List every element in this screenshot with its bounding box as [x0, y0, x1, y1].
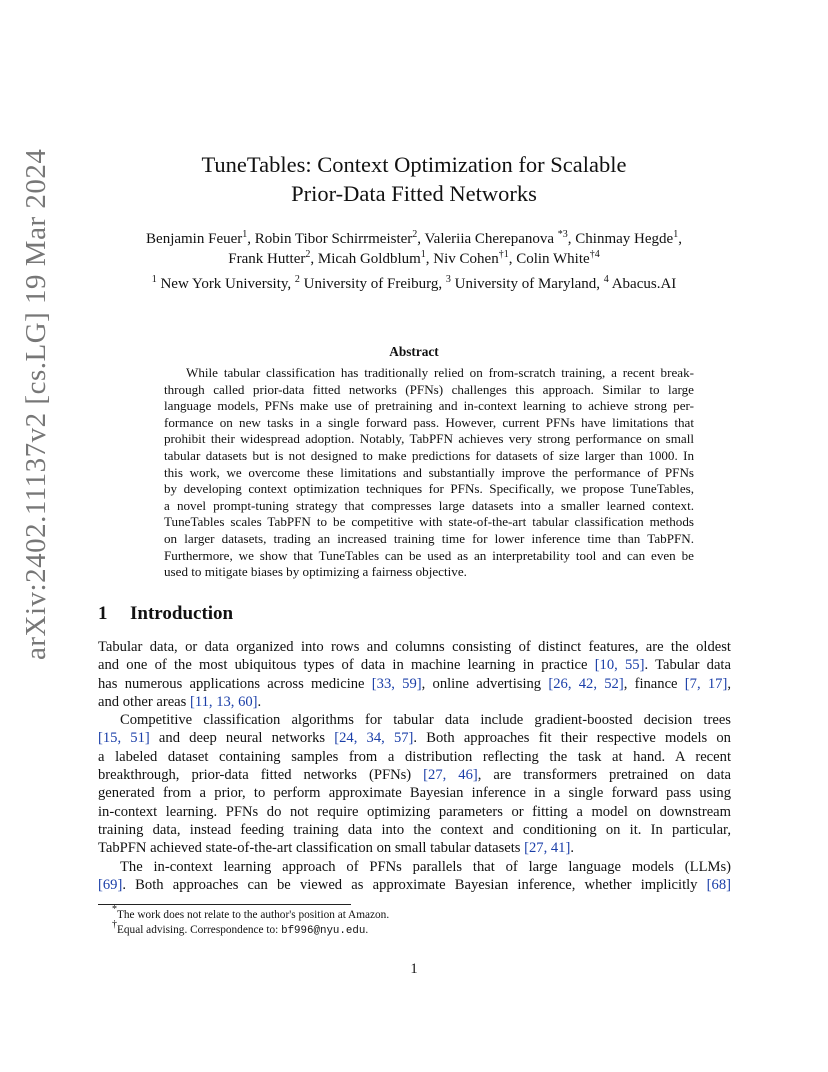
author-separator: ,	[417, 231, 425, 247]
author-separator: ,	[425, 251, 434, 267]
author-name: Chinmay Hegde	[575, 231, 674, 247]
affiliation-name: University of Maryland,	[450, 276, 604, 292]
body-line: generated from a prior, to perform approximate Bayesian inference in a single forward pass using	[98, 785, 731, 802]
body-line: training data, instead feeding training data into the context and conditioning on it. In particular,	[98, 821, 731, 838]
affiliation-mark: 3	[445, 274, 451, 285]
section-heading-introduction	[98, 603, 233, 625]
author-name: Robin Tibor Schirrmeister	[254, 231, 413, 247]
text-run: . Both approaches can be viewed as approximate Bayesian inference, whether implicitly	[122, 876, 707, 893]
abstract-line: through called prior-data fitted networks (PFNs) challenges this approach. Similar to large	[164, 381, 694, 397]
page-number: 1	[410, 961, 418, 977]
text-run: has numerous applications across medicine	[98, 675, 372, 692]
citation-link[interactable]: [7, 17]	[684, 675, 728, 692]
abstract-line: by developing context optimization techniques for PFNs. Specifically, we propose TuneTables,	[164, 481, 694, 497]
abstract-line: TuneTables scales TabPFN to be competitive with state-of-the-art tabular classification methods	[164, 514, 694, 530]
arxiv-identifier-stamp: arXiv:2402.11137v2 [cs.LG] 19 Mar 2024	[20, 148, 52, 660]
abstract-line: prohibit their widespread adoption. Notably, TabPFN achieves very strong performance on small	[164, 431, 694, 447]
body-line: Tabular data, or data organized into rows and columns consisting of distinct features, are the oldest	[98, 639, 731, 655]
affiliation-mark: 1	[151, 274, 157, 285]
abstract-line: language models, PFNs make use of pretraining and in-context learning to achieve strong per-	[164, 398, 694, 414]
footnote-rule	[98, 904, 351, 905]
author-name: Frank Hutter	[228, 251, 306, 267]
abstract-line: this work, we overcome these limitations and substantially improve the performance of PFNs	[164, 464, 694, 480]
text-run: .	[570, 840, 574, 857]
footnote	[98, 919, 731, 939]
body-line	[98, 876, 731, 894]
body-line: Competitive classification algorithms for tabular data include gradient-boosted decision trees	[120, 712, 731, 729]
abstract-line: a novel prompt-tuning strategy that compresses large datasets into a smaller learned context.	[164, 497, 694, 513]
author-affiliation-mark: 1	[673, 229, 679, 240]
author-separator: ,	[678, 231, 682, 247]
footnote-mark: *	[112, 904, 117, 915]
text-run: . Both approaches fit their respective models on	[413, 730, 731, 747]
abstract-line: While tabular classification has traditionally relied on from-scratch training, a recent break-	[186, 365, 694, 380]
citation-link[interactable]: [15, 51]	[98, 730, 150, 747]
author-affiliation-mark: †4	[589, 249, 600, 260]
affiliation-name: Abacus.AI	[608, 276, 677, 292]
affiliation-mark: 4	[603, 274, 609, 285]
author-line-2	[60, 249, 768, 269]
body-line: a labeled dataset containing samples from a distribution reflecting the task at hand. A recent	[98, 748, 731, 765]
body-line	[98, 839, 731, 857]
text-run: , finance	[623, 675, 685, 692]
correspondence-email[interactable]: bf996@nyu.edu	[281, 925, 366, 937]
author-name: Micah Goldblum	[317, 251, 421, 267]
footnote-text: .	[365, 924, 369, 936]
text-run: and other areas	[98, 693, 190, 710]
body-line	[98, 675, 731, 693]
author-line-1	[60, 229, 768, 249]
text-run: TabPFN achieved state-of-the-art classification on small tabular datasets	[98, 840, 525, 857]
title-line-2: Prior-Data Fitted Networks	[291, 181, 537, 206]
author-name: Valeriia Cherepanova	[424, 231, 558, 247]
abstract-body	[164, 365, 694, 581]
citation-link[interactable]: [27, 41]	[524, 840, 571, 857]
affiliation-list	[60, 274, 768, 294]
author-affiliation-mark: 1	[420, 249, 426, 260]
body-line: The in-context learning approach of PFNs parallels that of large language models (LLMs)	[120, 858, 731, 875]
introduction-body	[98, 638, 731, 894]
section-number: 1	[98, 603, 108, 624]
body-line	[98, 656, 731, 674]
footnote-text: Equal advising. Correspondence to:	[117, 924, 282, 936]
author-affiliation-mark: *3	[557, 229, 568, 240]
citation-link[interactable]: [10, 55]	[594, 657, 645, 674]
body-line: in-context learning. PFNs do not require optimizing parameters or fitting a model on downstream	[98, 803, 731, 820]
paper-title	[0, 150, 828, 208]
citation-link[interactable]: [69]	[98, 876, 123, 893]
text-run: breakthrough, prior-data fitted networks (PFNs)	[98, 767, 424, 784]
text-run: and one of the most ubiquitous types of data in machine learning in practice	[98, 657, 595, 674]
author-affiliation-mark: 1	[242, 229, 248, 240]
abstract-heading: Abstract	[389, 344, 439, 359]
text-run: and deep neural networks	[149, 730, 335, 747]
abstract-line: Furthermore, we show that TuneTables can be used as an interpretability tool and can even be	[164, 547, 694, 563]
author-separator: ,	[247, 231, 255, 247]
footnote	[98, 904, 731, 923]
citation-link[interactable]: [33, 59]	[371, 675, 422, 692]
title-line-1: TuneTables: Context Optimization for Scalable	[201, 152, 627, 177]
author-name: Benjamin Feuer	[146, 231, 243, 247]
footnote-mark: †	[112, 919, 117, 930]
abstract-line: tabular datasets but is not designed to make predictions for datasets of size larger than 1000. In	[164, 447, 694, 463]
body-line	[98, 766, 731, 784]
section-title: Introduction	[130, 603, 234, 624]
author-separator: ,	[310, 251, 318, 267]
affiliation-name: New York University,	[156, 276, 295, 292]
text-run: .	[257, 693, 262, 710]
abstract-line: formance on new tasks in a single forward pass. However, current PFNs have limitations that	[164, 414, 694, 430]
affiliation-name: University of Freiburg,	[299, 276, 446, 292]
text-run: ,	[727, 675, 731, 692]
author-separator: ,	[567, 231, 576, 247]
author-name: Niv Cohen	[433, 251, 499, 267]
text-run: , are transformers pretrained on data	[477, 767, 731, 784]
author-affiliation-mark: †1	[498, 249, 509, 260]
footnotes	[98, 904, 731, 939]
text-run: . Tabular data	[644, 657, 731, 674]
abstract-line: on larger datasets, trading an increased training time for lower inference time than TabPFN.	[164, 530, 694, 546]
citation-link[interactable]: [26, 42, 52]	[548, 675, 624, 692]
citation-link[interactable]: [11, 13, 60]	[189, 693, 258, 710]
author-affiliation-mark: 2	[305, 249, 311, 260]
abstract-line: used to mitigate biases by optimizing a fairness objective.	[164, 564, 467, 580]
author-separator: ,	[508, 251, 517, 267]
text-run: , online advertising	[421, 675, 549, 692]
citation-link[interactable]: [24, 34, 57]	[334, 730, 414, 747]
body-line	[98, 729, 731, 747]
affiliation-mark: 2	[294, 274, 300, 285]
author-name: Colin White	[516, 251, 590, 267]
citation-link[interactable]: [27, 46]	[423, 767, 478, 784]
author-affiliation-mark: 2	[412, 229, 418, 240]
body-line	[98, 693, 731, 711]
author-list	[60, 229, 768, 269]
citation-link[interactable]: [68]	[706, 876, 731, 893]
footnote-text: The work does not relate to the author's position at Amazon.	[117, 909, 390, 921]
